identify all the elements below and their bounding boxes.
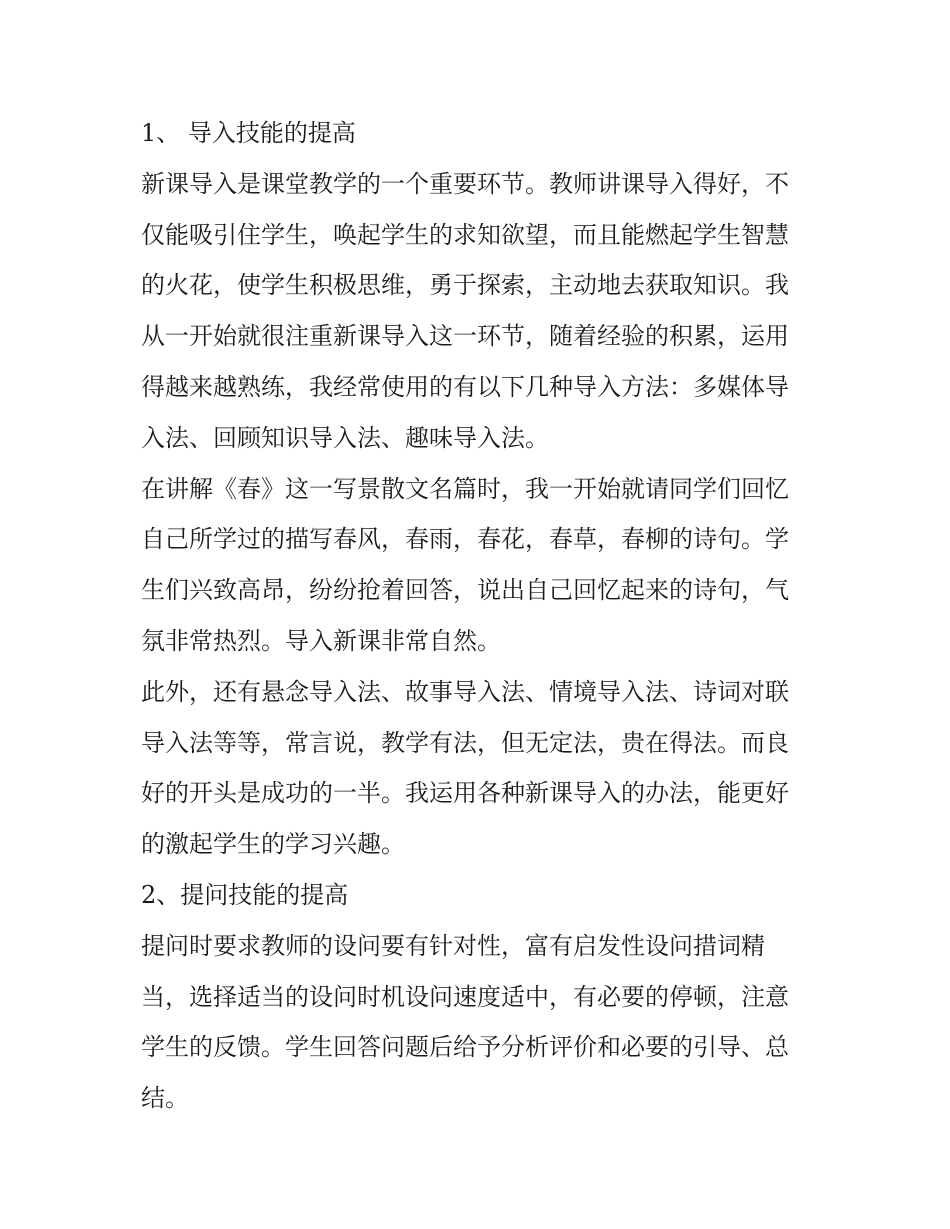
paragraph-line: 自己所学过的描写春风，春雨，春花，春草，春柳的诗句。学 — [141, 525, 789, 554]
document-body — [141, 108, 821, 1124]
paragraph-line: 仅能吸引住学生，唤起学生的求知欲望，而且能燃起学生智慧 — [141, 220, 789, 249]
paragraph-line: 氛非常热烈。导入新课非常自然。 — [141, 626, 501, 655]
paragraph-line: 提问时要求教师的设问要有针对性，富有启发性设问措词精 — [141, 931, 765, 960]
paragraph-line: 得越来越熟练，我经常使用的有以下几种导入方法：多媒体导 — [141, 372, 789, 401]
paragraph-line: 在讲解《春》这一写景散文名篇时，我一开始就请同学们回忆 — [141, 474, 789, 503]
section-heading-1: 1、 导入技能的提高 — [141, 119, 356, 147]
paragraph-line: 生们兴致高昂，纷纷抢着回答，说出自己回忆起来的诗句，气 — [141, 576, 789, 605]
paragraph-line: 入法、回顾知识导入法、趣味导入法。 — [141, 423, 549, 452]
paragraph-line: 好的开头是成功的一半。我运用各种新课导入的办法，能更好 — [141, 779, 789, 808]
paragraph-line: 新课导入是课堂教学的一个重要环节。教师讲课导入得好，不 — [141, 169, 789, 198]
paragraph-line: 的火花，使学生积极思维，勇于探索，主动地去获取知识。我 — [141, 271, 789, 300]
paragraph-line: 此外，还有悬念导入法、故事导入法、情境导入法、诗词对联 — [141, 677, 789, 706]
paragraph-line: 学生的反馈。学生回答问题后给予分析评价和必要的引导、总 — [141, 1033, 789, 1062]
paragraph-line: 当，选择适当的设问时机设问速度适中，有必要的停顿，注意 — [141, 982, 789, 1011]
section-heading-2: 2、提问技能的提高 — [141, 880, 349, 909]
paragraph-line: 的激起学生的学习兴趣。 — [141, 830, 405, 859]
paragraph-line: 从一开始就很注重新课导入这一环节，随着经验的积累，运用 — [141, 322, 789, 351]
paragraph-line: 导入法等等，常言说，教学有法，但无定法，贵在得法。而良 — [141, 728, 789, 757]
paragraph-line: 结。 — [141, 1084, 189, 1113]
